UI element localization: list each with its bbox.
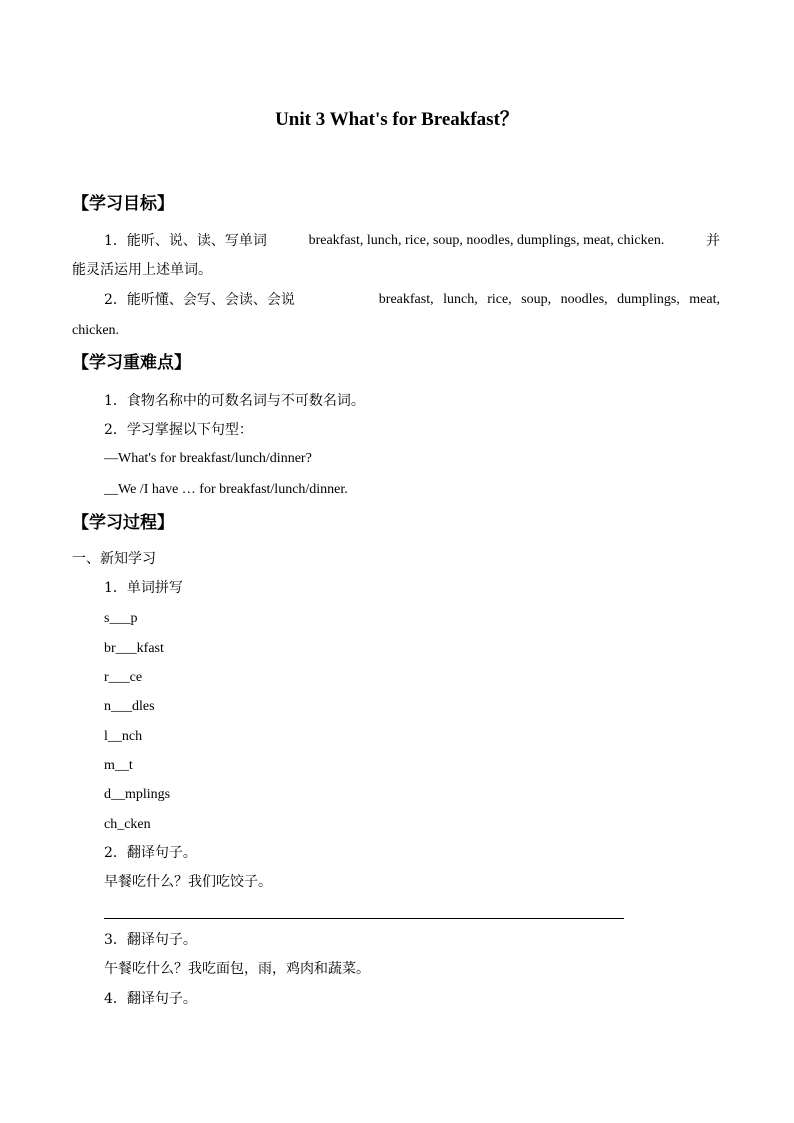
objective-item-1 — [72, 232, 720, 250]
spelling-title: 1．单词拼写 — [104, 580, 183, 596]
objectives-heading: 【学习目标】 — [72, 194, 174, 214]
new-learning-label: 一、新知学习 — [72, 551, 156, 567]
translate-2-title: 2．翻译句子。 — [104, 845, 197, 861]
translate-2-text: 早餐吃什么？我们吃饺子。 — [104, 874, 272, 890]
objective-2-continuation: chicken. — [72, 323, 120, 338]
sentence-pattern-2: __We /I have … for breakfast/lunch/dinner. — [104, 482, 348, 497]
translate-3-text: 午餐吃什么？我吃面包，雨，鸡肉和蔬菜。 — [104, 961, 370, 977]
key-point-2: 2．学习掌握以下句型： — [104, 422, 253, 438]
objective-1-suffix: 并 — [705, 233, 720, 249]
key-point-1: 1．食物名称中的可数名词与不可数名词。 — [104, 393, 365, 409]
spelling-item: n___dles — [104, 699, 155, 714]
spelling-item: r___ce — [104, 670, 143, 685]
objective-2-prefix: 2．能听懂、会写、会读、会说 — [104, 292, 295, 308]
translate-3-title: 3．翻译句子。 — [104, 932, 197, 948]
sentence-pattern-1: —What's for breakfast/lunch/dinner? — [104, 451, 312, 466]
objective-1-words: breakfast, lunch, rice, soup, noodles, dumplings, meat, chicken. — [308, 233, 665, 248]
key-points-heading: 【学习重难点】 — [72, 353, 191, 373]
spelling-item: l__nch — [104, 729, 143, 744]
objective-2-words: breakfast, lunch, rice, soup, noodles, dumplings, meat, — [378, 292, 720, 307]
spelling-item: s___p — [104, 611, 138, 626]
answer-line — [104, 918, 624, 919]
process-heading: 【学习过程】 — [72, 513, 174, 533]
spelling-item: ch_cken — [104, 817, 151, 832]
objective-1-prefix: 1．能听、说、读、写单词 — [104, 233, 267, 249]
spelling-item: d__mplings — [104, 787, 171, 802]
spelling-item: br___kfast — [104, 641, 164, 656]
objective-item-2 — [72, 291, 720, 309]
translate-4-title: 4．翻译句子。 — [104, 991, 197, 1007]
document-title: Unit 3 What's for Breakfast？ — [275, 109, 519, 130]
spelling-item: m__t — [104, 758, 133, 773]
objective-1-continuation: 能灵活运用上述单词。 — [72, 262, 212, 278]
